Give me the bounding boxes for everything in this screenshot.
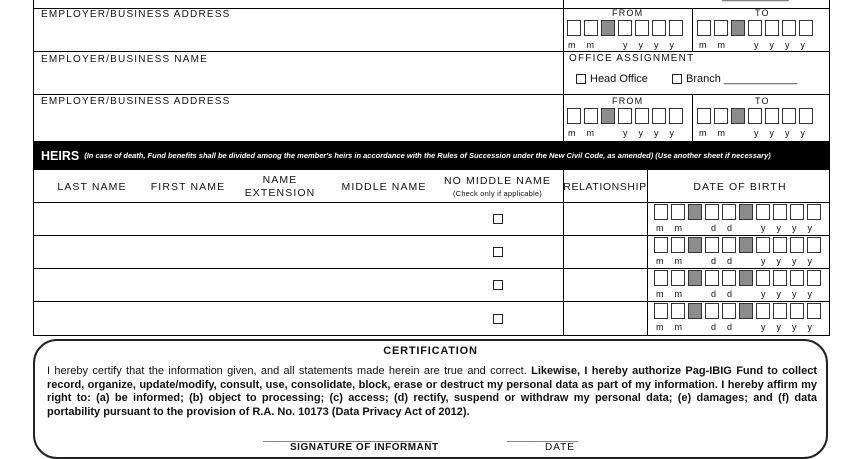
from-label-1: FROM [612, 8, 644, 18]
col-name-ext-2: EXTENSION [244, 187, 316, 199]
col-relationship: RELATIONSHIP [563, 181, 647, 193]
branch-option[interactable] [672, 73, 797, 85]
dob-boxes-1[interactable] [654, 204, 824, 220]
to-date-boxes-2[interactable] [697, 108, 816, 124]
col-last-name: LAST NAME [57, 181, 127, 193]
to-label-2: TO [755, 96, 770, 106]
heirs-header-bar [33, 141, 830, 170]
from-date-mask-2: m m y y y y [568, 128, 677, 138]
certification-text [47, 365, 817, 419]
heirs-title: HEIRS [41, 148, 80, 163]
dob-boxes-3[interactable] [654, 270, 824, 286]
from-date-boxes-2[interactable] [567, 108, 686, 124]
dob-mask-4: m m d d y y y y [656, 322, 815, 332]
no-middle-name-checkbox-2[interactable] [493, 247, 503, 257]
dob-mask-2: m m d d y y y y [656, 256, 815, 266]
dob-mask-1: m m d d y y y y [656, 223, 815, 233]
signature-line[interactable]: ______________________________________ [263, 433, 433, 442]
col-date-of-birth: DATE OF BIRTH [693, 181, 787, 193]
from-label-2: FROM [612, 96, 644, 106]
dob-boxes-2[interactable] [654, 237, 824, 253]
employer-address-label-2: EMPLOYER/BUSINESS ADDRESS [41, 96, 231, 107]
col-name-ext-1: NAME [262, 174, 298, 186]
branch-label: Branch ____________ [686, 73, 798, 85]
certification-title: CERTIFICATION [383, 345, 478, 357]
head-office-checkbox[interactable] [576, 74, 586, 84]
signature-label: SIGNATURE OF INFORMANT [290, 442, 439, 453]
to-label-1: TO [755, 8, 770, 18]
col-check-only: (Check only if applicable) [453, 189, 542, 198]
to-date-boxes-1[interactable] [697, 20, 816, 36]
top-blank-line [722, 0, 789, 2]
branch-checkbox[interactable] [672, 74, 682, 84]
heirs-subtitle: (In case of death, Fund benefits shall be divided among the member's heirs in accordance with the Rules of Succession under the New Civil Code, as amended) (Use another sheet if necessary) [84, 151, 771, 160]
head-office-option[interactable] [576, 73, 648, 85]
dob-boxes-4[interactable] [654, 303, 824, 319]
no-middle-name-checkbox-1[interactable] [493, 214, 503, 224]
col-no-middle-name: NO MIDDLE NAME [444, 175, 551, 187]
from-date-mask-1: m m y y y y [568, 40, 677, 50]
employer-name-label: EMPLOYER/BUSINESS NAME [41, 54, 208, 65]
dob-mask-3: m m d d y y y y [656, 289, 815, 299]
certification-text-plain: I hereby certify that the information given, and all statements made herein are true and correct. [47, 365, 532, 377]
col-first-name: FIRST NAME [150, 181, 226, 193]
from-date-boxes-1[interactable] [567, 20, 686, 36]
no-middle-name-checkbox-4[interactable] [493, 314, 503, 324]
to-date-mask-1: m m y y y y [699, 40, 808, 50]
office-assignment-label: OFFICE ASSIGNMENT [569, 53, 695, 64]
date-line[interactable]: ________________ [507, 433, 579, 442]
head-office-label: Head Office [590, 73, 648, 85]
no-middle-name-checkbox-3[interactable] [493, 280, 503, 290]
certification-box [33, 339, 828, 459]
employer-address-label-1: EMPLOYER/BUSINESS ADDRESS [41, 9, 231, 20]
certification-text-bold: Likewise, I hereby authorize Pag-IBIG Fund to collect record, organize, update/modify, consult, use, consolidate, block, erase or destruct my personal data as part of my information. I hereby affirm my right to: (a) be informed; (b) object to processing; (c) access; (d) rectify, suspend or withdraw my personal data; (e) damages; and (f) data portability pursuant to the provision of R.A. No. 10173 (Data Privacy Act of 2012). [47, 365, 818, 418]
date-label: DATE [545, 442, 575, 453]
col-middle-name: MIDDLE NAME [341, 181, 427, 193]
to-date-mask-2: m m y y y y [699, 128, 808, 138]
